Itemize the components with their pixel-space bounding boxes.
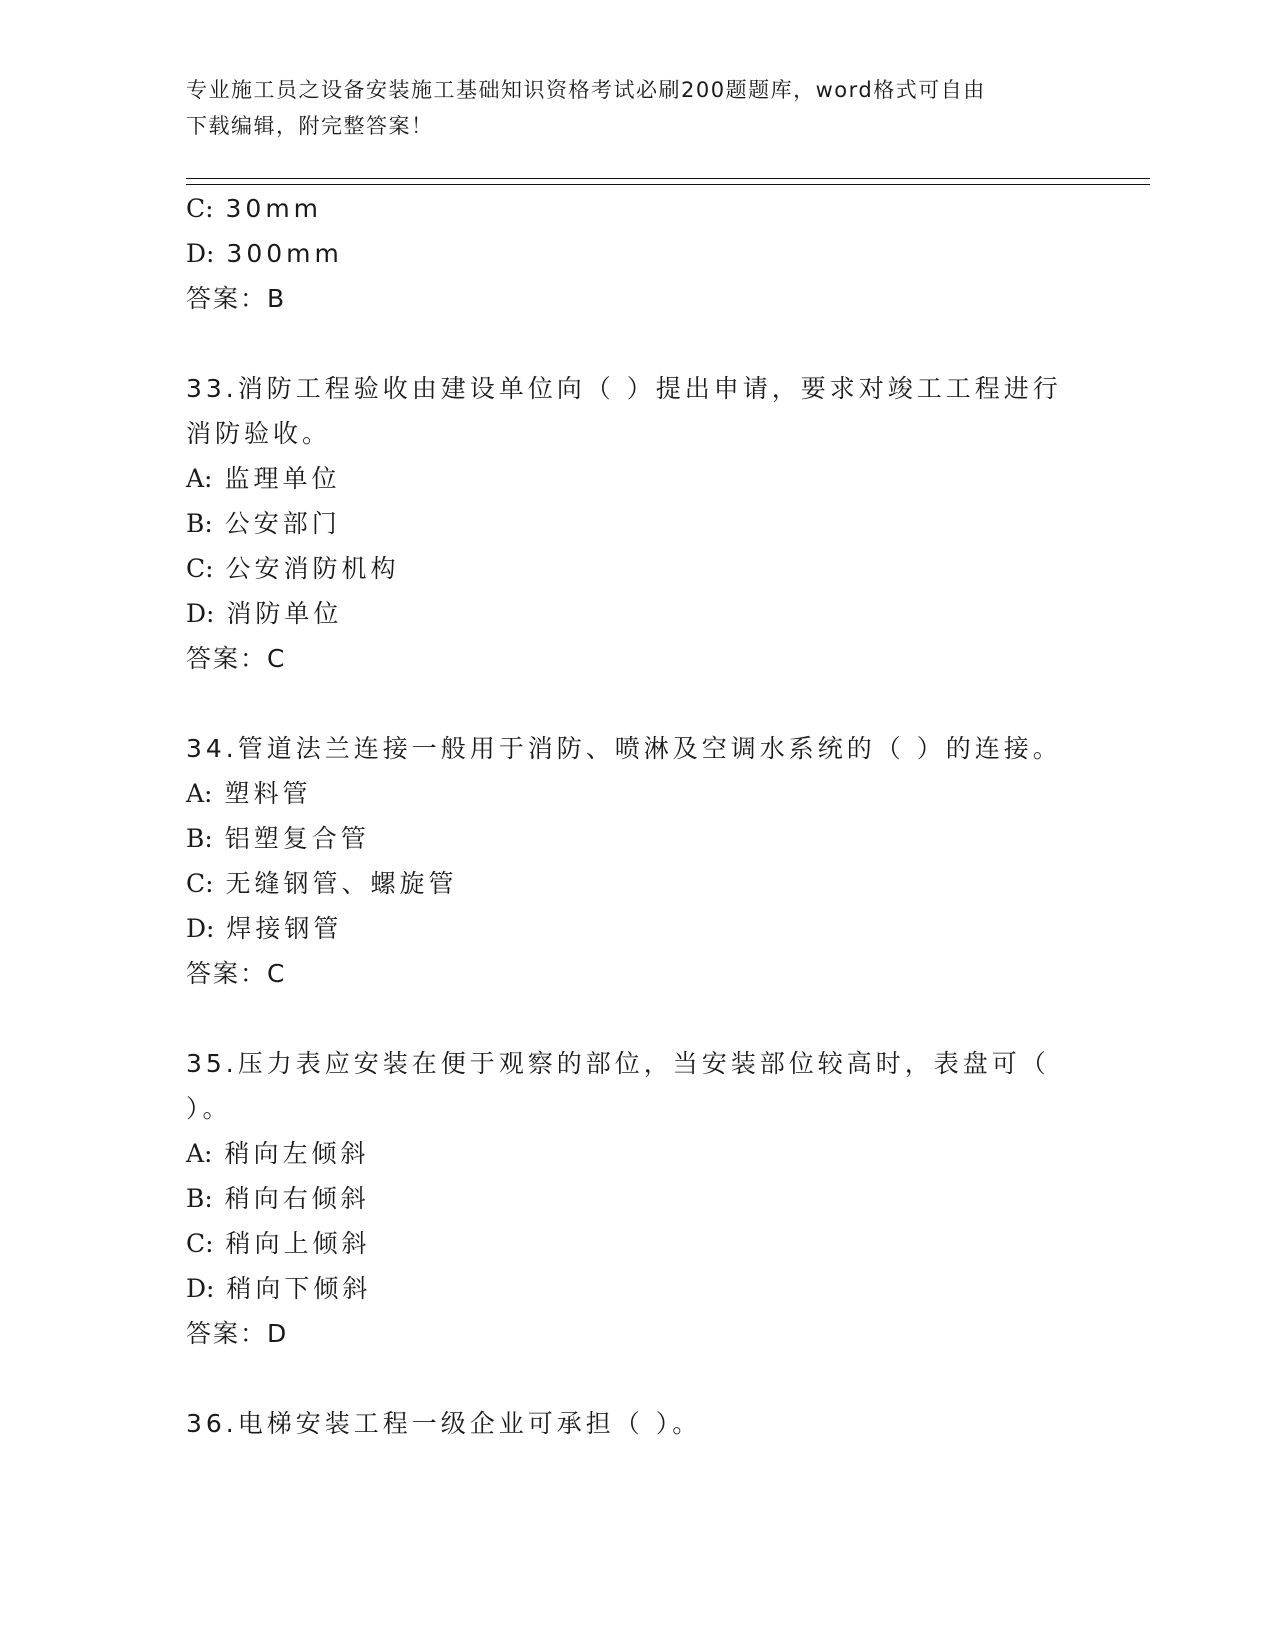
- q33-option-d: D: 消防单位: [186, 599, 343, 628]
- q34-option-b: B: 铝塑复合管: [186, 824, 370, 853]
- option-d: D: 300mm: [186, 239, 343, 268]
- q34-option-a: A: 塑料管: [186, 779, 312, 808]
- answer: 答案：B: [186, 284, 287, 313]
- option-c: C: 30mm: [186, 194, 323, 223]
- question-35-text: 35.压力表应安装在便于观察的部位，当安装部位较高时，表盘可（: [186, 1049, 1050, 1078]
- q35-option-c: C: 稍向上倾斜: [186, 1229, 371, 1258]
- document-header: [186, 72, 1066, 144]
- question-33-text-cont: 消防验收。: [186, 419, 332, 448]
- q33-option-c: C: 公安消防机构: [186, 554, 400, 583]
- question-33-text: 33.消防工程验收由建设单位向（ ）提出申请，要求对竣工工程进行: [186, 374, 1062, 403]
- q34-answer: 答案：C: [186, 959, 287, 988]
- q34-option-c: C: 无缝钢管、螺旋管: [186, 869, 458, 898]
- q33-answer: 答案：C: [186, 644, 287, 673]
- question-34-text: 34.管道法兰连接一般用于消防、喷淋及空调水系统的（ ）的连接。: [186, 734, 1062, 763]
- header-line-2: 下载编辑，附完整答案！: [186, 114, 434, 138]
- header-divider-bottom: [186, 184, 1150, 185]
- q33-option-a: A: 监理单位: [186, 464, 341, 493]
- q35-option-a: A: 稍向左倾斜: [186, 1139, 370, 1168]
- header-line-1: 专业施工员之设备安装施工基础知识资格考试必刷200题题库，word格式可自由: [186, 78, 986, 102]
- question-35-text-cont: ）。: [186, 1094, 232, 1123]
- q35-answer: 答案：D: [186, 1319, 289, 1348]
- question-36-text: 36.电梯安装工程一级企业可承担（ ）。: [186, 1409, 702, 1438]
- header-divider-top: [186, 178, 1150, 179]
- q33-option-b: B: 公安部门: [186, 509, 341, 538]
- q34-option-d: D: 焊接钢管: [186, 914, 343, 943]
- q35-option-d: D: 稍向下倾斜: [186, 1274, 372, 1303]
- q35-option-b: B: 稍向右倾斜: [186, 1184, 370, 1213]
